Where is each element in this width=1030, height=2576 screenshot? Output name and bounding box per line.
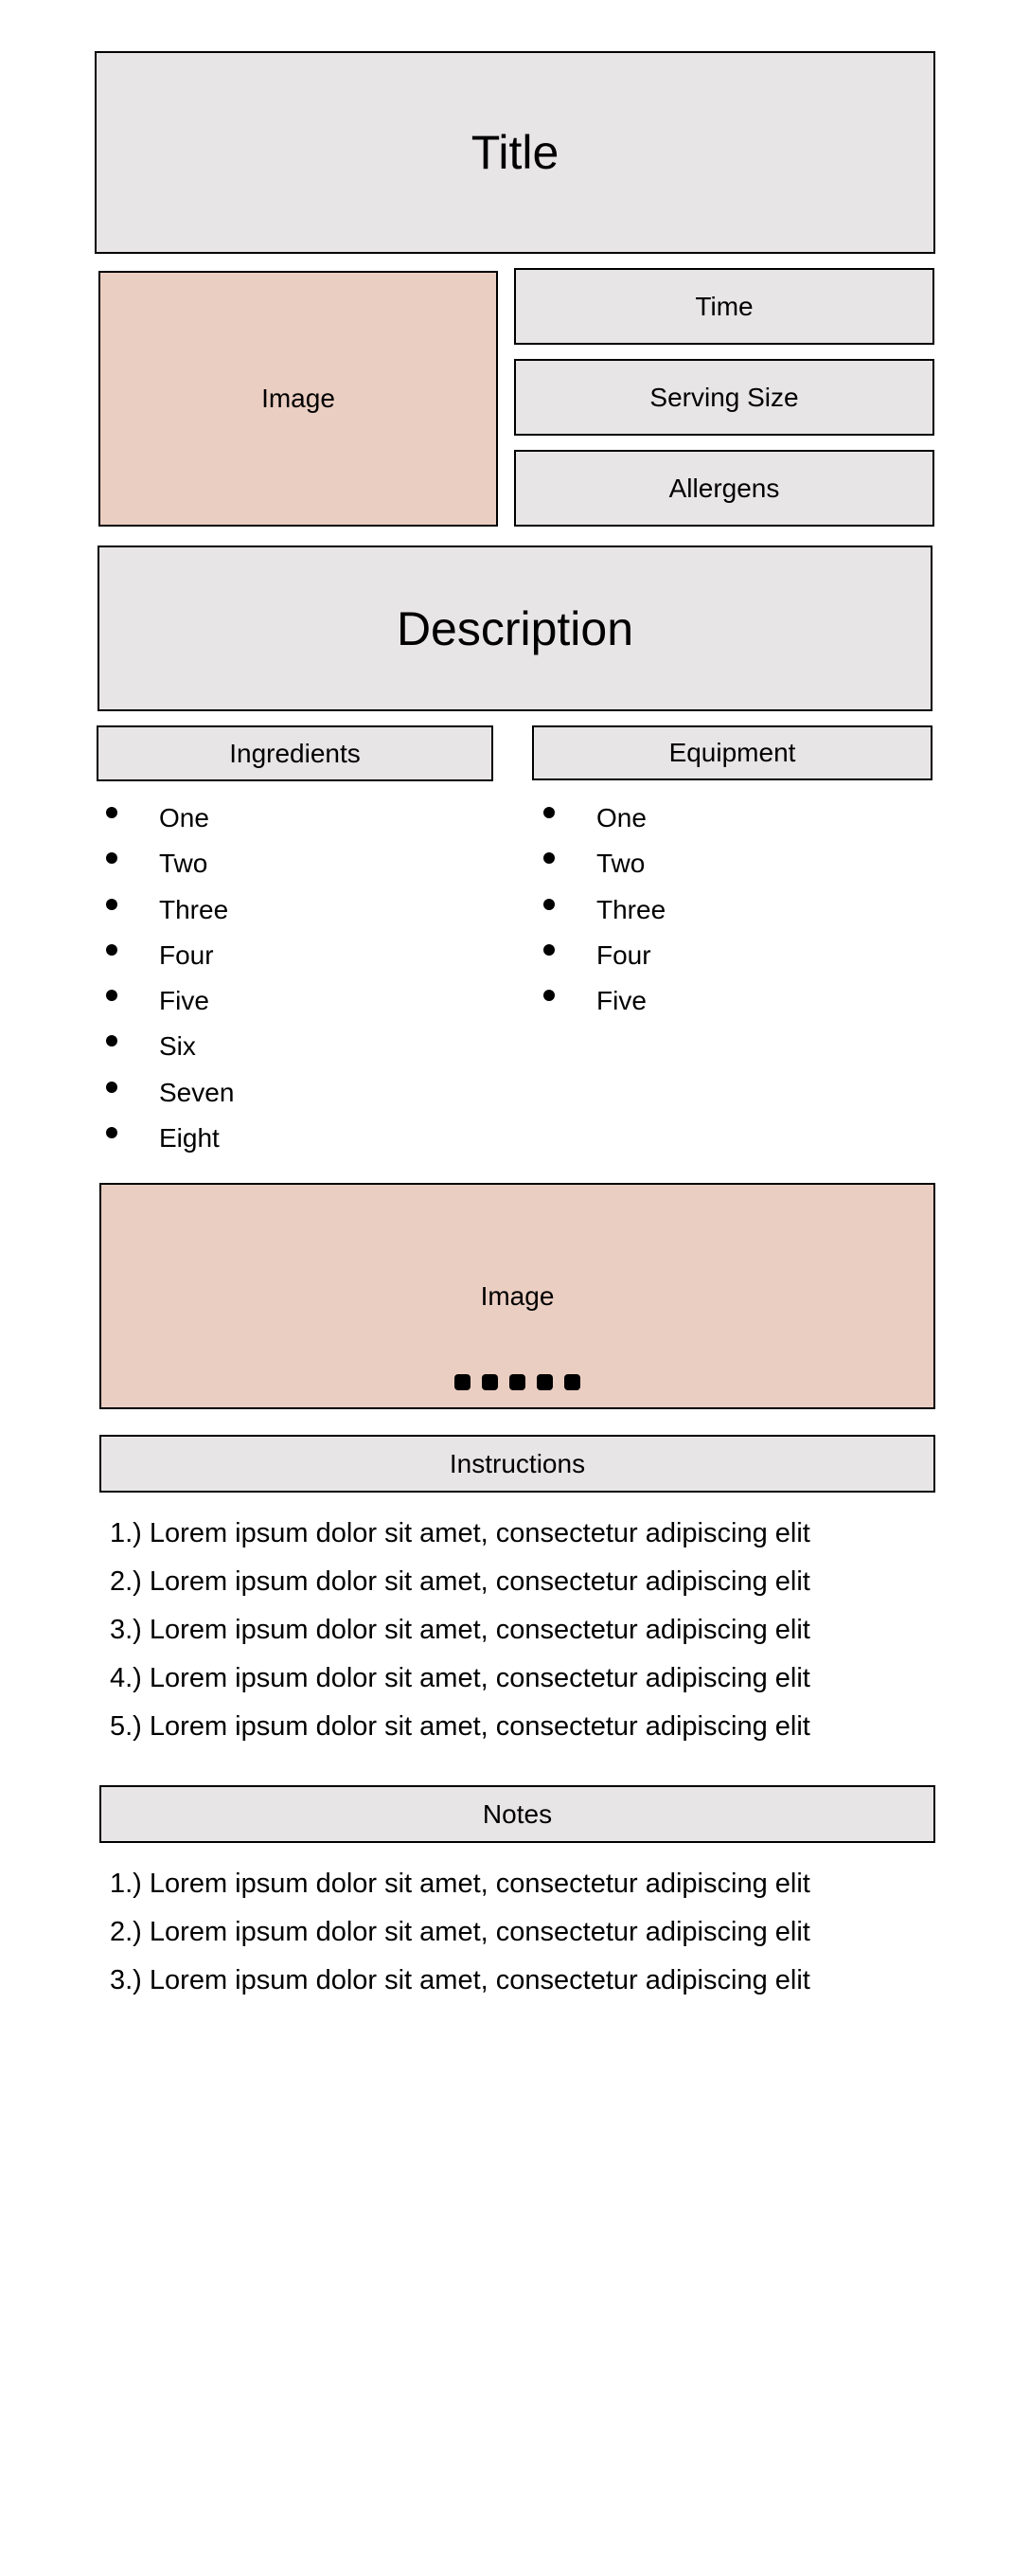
list-item [538,796,935,841]
hero-image [98,271,498,527]
list-item [100,1070,498,1116]
ingredient-label: One [159,803,209,832]
instructions-heading-box [99,1435,935,1493]
description-label: Description [396,601,634,655]
bullet-icon [106,807,117,818]
time-label: Time [695,291,754,321]
list-item [100,887,498,933]
ingredient-label: Two [159,849,208,879]
bullet-icon [543,807,555,818]
list-item: 5.) Lorem ipsum dolor sit amet, consectetur adipiscing elit [110,1711,810,1742]
equipment-label: Five [596,986,647,1016]
list-item [100,933,498,978]
bullet-icon [543,944,555,956]
bullet-icon [543,852,555,864]
ingredient-label: Five [159,986,209,1016]
ingredient-label: Three [159,894,229,924]
ingredient-label: Seven [159,1077,235,1107]
carousel-dot[interactable] [564,1374,580,1390]
list-item [100,841,498,886]
hero-image-label: Image [261,384,335,413]
equipment-label: Four [596,939,651,970]
carousel-dots [101,1374,933,1390]
serving-size-box [514,359,934,436]
list-item: 1.) Lorem ipsum dolor sit amet, consectetur adipiscing elit [110,1518,810,1548]
ingredient-label: Four [159,939,214,970]
bullet-icon [543,990,555,1001]
serving-size-label: Serving Size [649,382,799,412]
list-item: 4.) Lorem ipsum dolor sit amet, consectetur adipiscing elit [110,1663,810,1693]
list-item [538,978,935,1024]
list-item: 1.) Lorem ipsum dolor sit amet, consectetur adipiscing elit [110,1869,810,1899]
list-item [100,978,498,1024]
title-box [95,51,935,254]
carousel-dot[interactable] [537,1374,553,1390]
carousel-image [99,1183,935,1409]
notes-heading: Notes [482,1798,553,1829]
allergens-box [514,450,934,527]
list-item [100,1116,498,1161]
ingredient-label: Eight [159,1123,220,1154]
instructions-heading: Instructions [449,1448,586,1478]
notes-list [110,1860,933,2005]
carousel-dot[interactable] [509,1374,525,1390]
list-item [538,933,935,978]
list-item: 3.) Lorem ipsum dolor sit amet, consectetur adipiscing elit [110,1615,810,1645]
equipment-heading-box [532,725,932,780]
list-item [538,841,935,886]
carousel-dot[interactable] [454,1374,471,1390]
equipment-label: Two [596,849,646,879]
list-item [538,887,935,933]
bullet-icon [106,1082,117,1093]
list-item: 2.) Lorem ipsum dolor sit amet, consectetur adipiscing elit [110,1566,810,1597]
page-title: Title [471,126,559,179]
ingredient-label: Six [159,1031,196,1062]
equipment-label: Three [596,894,666,924]
time-box [514,268,934,345]
notes-heading-box [99,1785,935,1843]
carousel-image-label: Image [480,1280,555,1311]
bullet-icon [106,899,117,910]
instructions-list [110,1510,933,1751]
list-item [100,1024,498,1069]
equipment-heading: Equipment [668,738,796,767]
allergens-label: Allergens [668,473,780,503]
equipment-list [538,796,935,1024]
list-item: 3.) Lorem ipsum dolor sit amet, consectetur adipiscing elit [110,1965,810,1995]
bullet-icon [106,944,117,956]
bullet-icon [106,852,117,864]
list-item [100,796,498,841]
ingredients-heading: Ingredients [229,738,361,768]
bullet-icon [106,990,117,1001]
carousel-dot[interactable] [482,1374,498,1390]
bullet-icon [543,899,555,910]
ingredients-list [100,796,498,1161]
bullet-icon [106,1127,117,1138]
equipment-label: One [596,803,647,832]
description-box [98,546,932,711]
list-item: 2.) Lorem ipsum dolor sit amet, consectetur adipiscing elit [110,1917,810,1947]
bullet-icon [106,1035,117,1046]
ingredients-heading-box [97,725,493,781]
